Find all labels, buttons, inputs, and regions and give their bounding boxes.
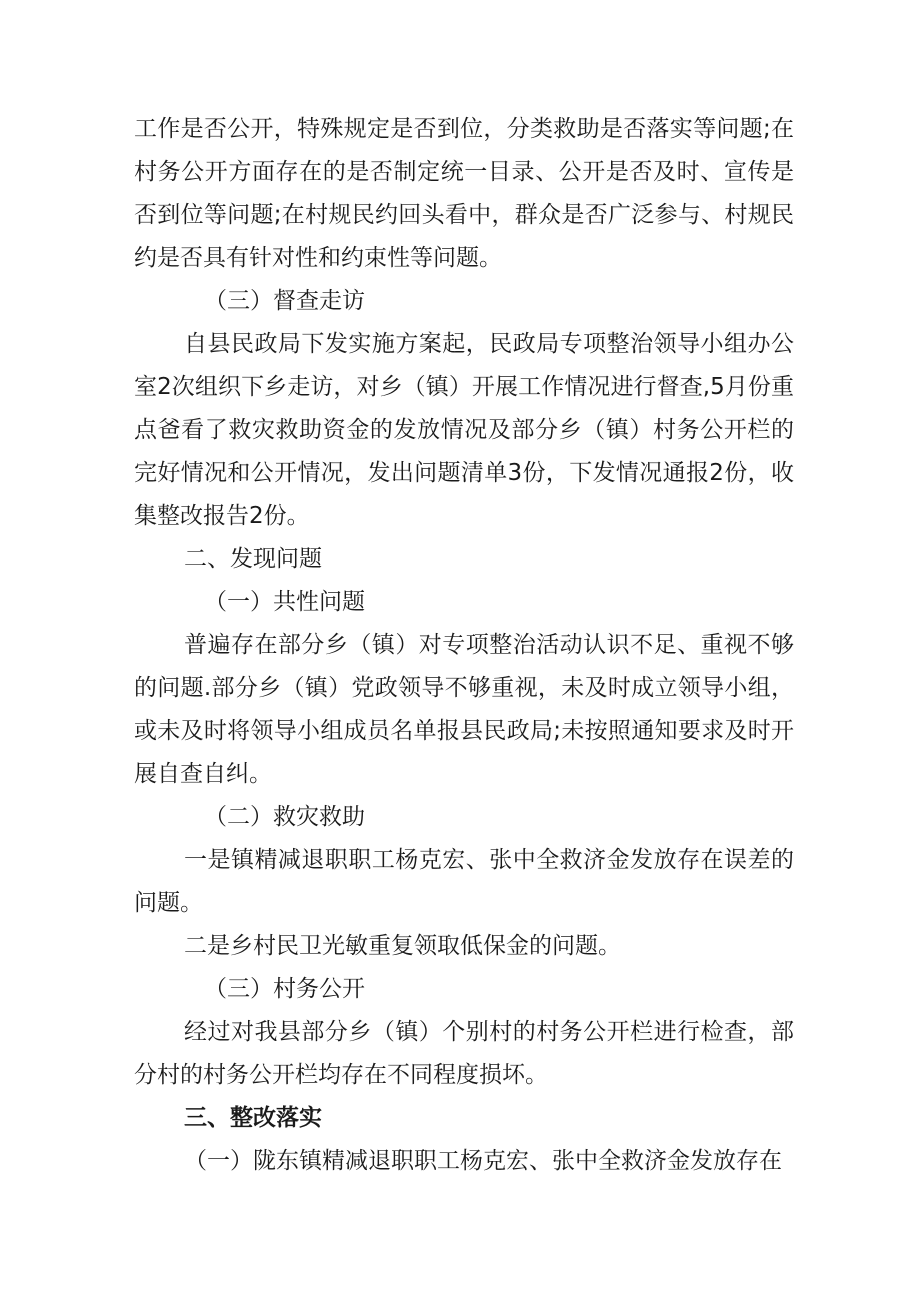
paragraph-continued: 工作是否公开，特殊规定是否到位，分类救助是否落实等问题;在村务公开方面存在的是否制定统一目录、公开是否及时、宣传是否到位等问题;在村规民约回头看中，群众是否广泛参与、村规民约是否具有针对性和约束性等问题。 bbox=[134, 116, 794, 271]
paragraph-village-affairs: 经过对我县部分乡（镇）个别村的村务公开栏进行检查，部分村的村务公开栏均存在不同程度损坏。 bbox=[134, 1019, 794, 1088]
paragraph-relief-issue-2: 二是乡村民卫光敏重复领取低保金的问题。 bbox=[184, 933, 621, 959]
paragraph-rectification-1: （一）陇东镇精减退职职工杨克宏、张中全救济金发放存在 bbox=[184, 1148, 782, 1174]
subheading-disaster-relief: （二）救灾救助 bbox=[204, 804, 365, 830]
subheading-inspection-visits: （三）督查走访 bbox=[204, 288, 365, 314]
paragraph-relief-issue-1: 一是镇精减退职职工杨克宏、张中全救济金发放存在误差的问题。 bbox=[134, 847, 794, 916]
subheading-common-problems: （一）共性问题 bbox=[204, 589, 365, 615]
subheading-village-affairs: （三）村务公开 bbox=[204, 976, 365, 1002]
heading-rectification: 三、整改落实 bbox=[184, 1105, 322, 1131]
paragraph-common-problems: 普遍存在部分乡（镇）对专项整治活动认识不足、重视不够的问题.部分乡（镇）党政领导不够重视，未及时成立领导小组，或未及时将领导小组成员名单报县民政局;未按照通知要求及时开展自查自纠。 bbox=[134, 632, 794, 787]
paragraph-inspection: 自县民政局下发实施方案起，民政局专项整治领导小组办公室2次组织下乡走访，对乡（镇）开展工作情况进行督查,5月份重点爸看了救灾救助资金的发放情况及部分乡（镇）村务公开栏的完好情况和公开情况，发出问题清单3份，下发情况通报2份，收集整改报告2份。 bbox=[134, 331, 794, 529]
heading-problems-found: 二、发现问题 bbox=[184, 546, 322, 572]
document-body bbox=[134, 108, 794, 1183]
